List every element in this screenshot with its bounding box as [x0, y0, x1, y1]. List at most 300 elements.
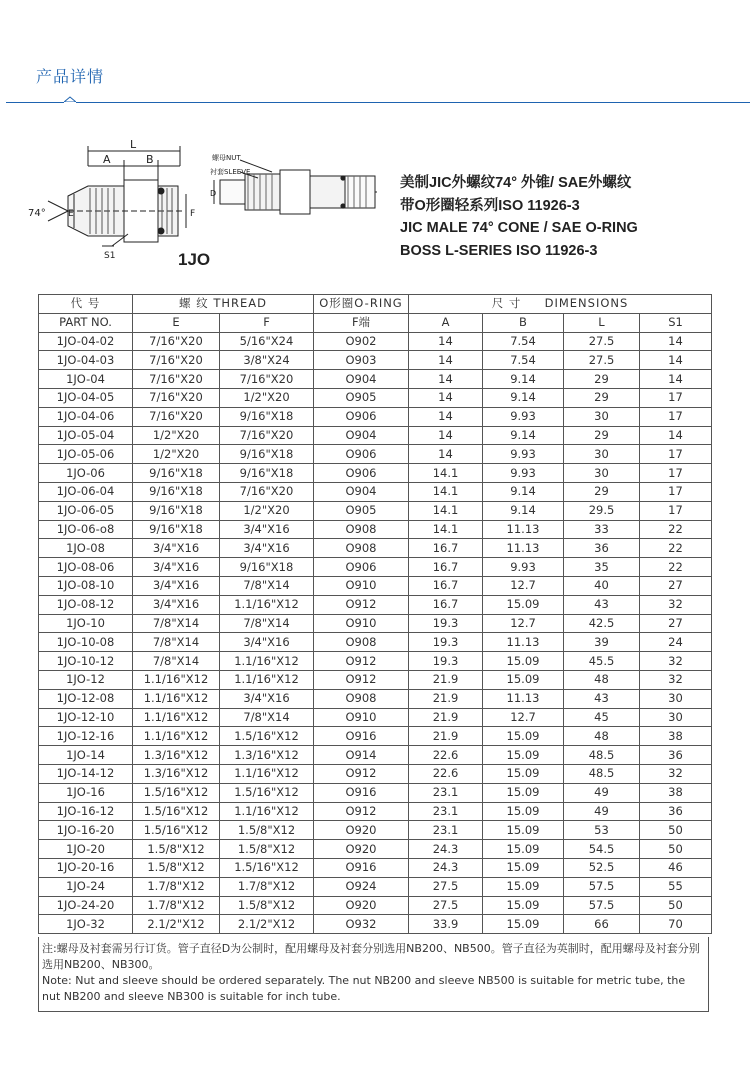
cell-s1: 30 — [640, 689, 712, 708]
dim-d-label: D — [210, 189, 217, 198]
cell-a: 19.3 — [409, 633, 483, 652]
cell-a: 14.1 — [409, 520, 483, 539]
cell-l: 29 — [564, 482, 640, 501]
cell-f: 1.5/8"X12 — [220, 896, 314, 915]
cell-f: 5/16"X24 — [220, 332, 314, 351]
cell-f: 1/2"X20 — [220, 388, 314, 407]
cell-b: 15.09 — [483, 746, 564, 765]
cell-l: 40 — [564, 576, 640, 595]
table-row — [39, 520, 712, 539]
header-e: E — [133, 313, 220, 332]
cell-part-no: 1JO-04-06 — [39, 407, 133, 426]
cell-e: 3/4"X16 — [133, 595, 220, 614]
cell-s1: 32 — [640, 764, 712, 783]
cell-s1: 36 — [640, 802, 712, 821]
table-row — [39, 746, 712, 765]
cell-oring: O908 — [314, 633, 409, 652]
cell-e: 1.1/16"X12 — [133, 727, 220, 746]
cell-s1: 17 — [640, 388, 712, 407]
cell-part-no: 1JO-16-12 — [39, 802, 133, 821]
cell-part-no: 1JO-06-05 — [39, 501, 133, 520]
cell-oring: O905 — [314, 501, 409, 520]
cell-s1: 17 — [640, 445, 712, 464]
cell-e: 1/2"X20 — [133, 445, 220, 464]
cell-b: 12.7 — [483, 614, 564, 633]
table-row — [39, 388, 712, 407]
cell-l: 57.5 — [564, 896, 640, 915]
cell-b: 15.09 — [483, 652, 564, 671]
cell-f: 7/8"X14 — [220, 708, 314, 727]
cell-part-no: 1JO-12 — [39, 670, 133, 689]
note-english: Note: Nut and sleeve should be ordered separately. The nut NB200 and sleeve NB500 is suitable for metric tube, the nut NB200 and sleeve NB300 is suitable for inch tube. — [42, 974, 686, 1003]
spec-table — [38, 294, 712, 934]
cell-b: 9.14 — [483, 482, 564, 501]
cell-f: 1.1/16"X12 — [220, 670, 314, 689]
cell-l: 30 — [564, 464, 640, 483]
cell-s1: 14 — [640, 332, 712, 351]
cell-oring: O906 — [314, 407, 409, 426]
header-a: A — [409, 313, 483, 332]
cell-l: 42.5 — [564, 614, 640, 633]
table-row — [39, 708, 712, 727]
cell-e: 9/16"X18 — [133, 501, 220, 520]
header-f: F — [220, 313, 314, 332]
cell-s1: 22 — [640, 558, 712, 577]
cell-s1: 14 — [640, 370, 712, 389]
cell-oring: O920 — [314, 840, 409, 859]
cell-l: 48 — [564, 670, 640, 689]
cell-s1: 50 — [640, 840, 712, 859]
nut-label: 螺母NUT — [212, 154, 241, 162]
cell-f: 1.1/16"X12 — [220, 802, 314, 821]
cell-e: 7/8"X14 — [133, 633, 220, 652]
cell-l: 52.5 — [564, 858, 640, 877]
cell-b: 15.09 — [483, 727, 564, 746]
cell-oring: O905 — [314, 388, 409, 407]
cell-part-no: 1JO-04-03 — [39, 351, 133, 370]
cell-f: 3/4"X16 — [220, 520, 314, 539]
angle-label: 74° — [28, 208, 46, 219]
cell-oring: O902 — [314, 332, 409, 351]
cell-b: 15.09 — [483, 783, 564, 802]
header-code: 代 号 — [39, 295, 133, 314]
header-oring: O形圈O-RING — [314, 295, 409, 314]
cell-a: 22.6 — [409, 746, 483, 765]
cell-f: 9/16"X18 — [220, 558, 314, 577]
cell-part-no: 1JO-06-o8 — [39, 520, 133, 539]
cell-oring: O904 — [314, 426, 409, 445]
cell-oring: O932 — [314, 915, 409, 934]
cell-e: 1.7/8"X12 — [133, 877, 220, 896]
cell-part-no: 1JO-10 — [39, 614, 133, 633]
cell-f: 1.1/16"X12 — [220, 595, 314, 614]
cell-part-no: 1JO-04 — [39, 370, 133, 389]
cell-part-no: 1JO-12-08 — [39, 689, 133, 708]
cell-b: 15.09 — [483, 896, 564, 915]
cell-a: 19.3 — [409, 614, 483, 633]
cell-oring: O906 — [314, 558, 409, 577]
product-title — [400, 172, 740, 262]
cell-oring: O924 — [314, 877, 409, 896]
cell-e: 1.5/8"X12 — [133, 858, 220, 877]
cell-f: 1.1/16"X12 — [220, 764, 314, 783]
cell-e: 7/16"X20 — [133, 370, 220, 389]
cell-oring: O908 — [314, 689, 409, 708]
cell-f: 1.3/16"X12 — [220, 746, 314, 765]
cell-oring: O912 — [314, 652, 409, 671]
cell-a: 14.1 — [409, 464, 483, 483]
header-part-no: PART NO. — [39, 313, 133, 332]
sleeve-label: 衬套SLEEVE — [210, 168, 251, 176]
cell-l: 54.5 — [564, 840, 640, 859]
cell-a: 14.1 — [409, 501, 483, 520]
cell-s1: 17 — [640, 464, 712, 483]
cell-b: 11.13 — [483, 539, 564, 558]
cell-s1: 17 — [640, 482, 712, 501]
cell-e: 2.1/2"X12 — [133, 915, 220, 934]
cell-l: 36 — [564, 539, 640, 558]
cell-l: 27.5 — [564, 332, 640, 351]
cell-s1: 22 — [640, 520, 712, 539]
cell-b: 15.09 — [483, 670, 564, 689]
cell-part-no: 1JO-08-10 — [39, 576, 133, 595]
cell-s1: 32 — [640, 595, 712, 614]
cell-s1: 38 — [640, 727, 712, 746]
table-header-row-1 — [39, 295, 712, 314]
cell-l: 53 — [564, 821, 640, 840]
cell-a: 14 — [409, 426, 483, 445]
cell-e: 1.5/8"X12 — [133, 840, 220, 859]
header-divider — [6, 102, 750, 103]
cell-s1: 17 — [640, 501, 712, 520]
cell-e: 1.7/8"X12 — [133, 896, 220, 915]
dim-l-label: L — [130, 138, 137, 151]
cell-f: 1.7/8"X12 — [220, 877, 314, 896]
cell-part-no: 1JO-04-02 — [39, 332, 133, 351]
table-row — [39, 501, 712, 520]
cell-s1: 50 — [640, 896, 712, 915]
table-row — [39, 896, 712, 915]
cell-e: 1.1/16"X12 — [133, 670, 220, 689]
table-row — [39, 633, 712, 652]
cell-oring: O912 — [314, 595, 409, 614]
cell-s1: 50 — [640, 821, 712, 840]
cell-s1: 46 — [640, 858, 712, 877]
cell-a: 21.9 — [409, 670, 483, 689]
table-row — [39, 821, 712, 840]
cell-oring: O904 — [314, 482, 409, 501]
cell-e: 1.5/16"X12 — [133, 783, 220, 802]
table-row — [39, 426, 712, 445]
cell-f: 3/4"X16 — [220, 689, 314, 708]
cell-oring: O906 — [314, 445, 409, 464]
cell-oring: O906 — [314, 464, 409, 483]
cell-oring: O910 — [314, 708, 409, 727]
cell-f: 7/16"X20 — [220, 482, 314, 501]
cell-a: 14 — [409, 407, 483, 426]
cell-b: 9.14 — [483, 501, 564, 520]
table-row — [39, 370, 712, 389]
cell-oring: O908 — [314, 539, 409, 558]
cell-a: 22.6 — [409, 764, 483, 783]
cell-f: 3/4"X16 — [220, 633, 314, 652]
cell-part-no: 1JO-06 — [39, 464, 133, 483]
dim-a-label: A — [103, 153, 111, 166]
cell-a: 14 — [409, 332, 483, 351]
cell-b: 7.54 — [483, 351, 564, 370]
cell-a: 16.7 — [409, 539, 483, 558]
cell-s1: 24 — [640, 633, 712, 652]
cell-b: 11.13 — [483, 520, 564, 539]
cell-b: 15.09 — [483, 858, 564, 877]
cell-l: 43 — [564, 689, 640, 708]
cell-a: 33.9 — [409, 915, 483, 934]
cell-l: 39 — [564, 633, 640, 652]
cell-part-no: 1JO-10-08 — [39, 633, 133, 652]
cell-b: 9.93 — [483, 445, 564, 464]
cell-l: 27.5 — [564, 351, 640, 370]
dim-b-label: B — [146, 153, 154, 166]
table-row — [39, 858, 712, 877]
cell-part-no: 1JO-05-04 — [39, 426, 133, 445]
cell-oring: O916 — [314, 783, 409, 802]
cell-e: 1.5/16"X12 — [133, 802, 220, 821]
cell-e: 1/2"X20 — [133, 426, 220, 445]
page-title: 产品详情 — [36, 67, 105, 86]
table-header-row-2 — [39, 313, 712, 332]
cell-part-no: 1JO-08-12 — [39, 595, 133, 614]
cell-b: 9.14 — [483, 370, 564, 389]
cell-f: 7/16"X20 — [220, 370, 314, 389]
cell-a: 16.7 — [409, 558, 483, 577]
table-row — [39, 351, 712, 370]
title-line-cn-2: 带O形圈轻系列ISO 11926-3 — [400, 197, 580, 214]
cell-b: 9.14 — [483, 388, 564, 407]
cell-b: 9.93 — [483, 558, 564, 577]
table-body — [39, 332, 712, 934]
cell-s1: 32 — [640, 670, 712, 689]
cell-a: 21.9 — [409, 689, 483, 708]
cell-s1: 14 — [640, 351, 712, 370]
table-row — [39, 332, 712, 351]
cell-b: 9.93 — [483, 407, 564, 426]
cell-oring: O912 — [314, 802, 409, 821]
cell-part-no: 1JO-24 — [39, 877, 133, 896]
table-row — [39, 652, 712, 671]
cell-s1: 22 — [640, 539, 712, 558]
cell-e: 7/8"X14 — [133, 614, 220, 633]
cell-oring: O914 — [314, 746, 409, 765]
model-label: 1JO — [178, 250, 211, 269]
cell-f: 9/16"X18 — [220, 445, 314, 464]
cell-s1: 17 — [640, 407, 712, 426]
cell-f: 7/8"X14 — [220, 576, 314, 595]
cell-l: 29 — [564, 388, 640, 407]
cell-l: 33 — [564, 520, 640, 539]
cell-part-no: 1JO-12-10 — [39, 708, 133, 727]
title-line-en-2: BOSS L-SERIES ISO 11926-3 — [400, 242, 598, 259]
table-row — [39, 539, 712, 558]
cell-oring: O912 — [314, 670, 409, 689]
cell-oring: O920 — [314, 896, 409, 915]
cell-a: 23.1 — [409, 802, 483, 821]
cell-l: 48.5 — [564, 764, 640, 783]
cell-a: 21.9 — [409, 727, 483, 746]
cell-f: 7/16"X20 — [220, 426, 314, 445]
cell-b: 15.09 — [483, 595, 564, 614]
cell-s1: 32 — [640, 652, 712, 671]
cell-b: 12.7 — [483, 576, 564, 595]
title-line-en-1: JIC MALE 74° CONE / SAE O-RING — [400, 220, 638, 236]
cell-a: 24.3 — [409, 858, 483, 877]
cell-e: 1.3/16"X12 — [133, 746, 220, 765]
cell-part-no: 1JO-16 — [39, 783, 133, 802]
cell-l: 35 — [564, 558, 640, 577]
cell-oring: O908 — [314, 520, 409, 539]
cell-b: 15.09 — [483, 840, 564, 859]
cell-a: 14 — [409, 388, 483, 407]
cell-part-no: 1JO-32 — [39, 915, 133, 934]
cell-e: 3/4"X16 — [133, 558, 220, 577]
cell-f: 7/8"X14 — [220, 614, 314, 633]
cell-f: 3/8"X24 — [220, 351, 314, 370]
cell-e: 7/16"X20 — [133, 351, 220, 370]
cell-part-no: 1JO-10-12 — [39, 652, 133, 671]
header-s1: S1 — [640, 313, 712, 332]
cell-a: 23.1 — [409, 821, 483, 840]
cell-e: 1.1/16"X12 — [133, 689, 220, 708]
table-row — [39, 727, 712, 746]
header-dimensions: 尺 寸 DIMENSIONS — [409, 295, 712, 314]
cell-s1: 14 — [640, 426, 712, 445]
cell-l: 48 — [564, 727, 640, 746]
cell-f: 1/2"X20 — [220, 501, 314, 520]
header-thread: 螺 纹 THREAD — [133, 295, 314, 314]
assembly-drawing — [210, 152, 390, 247]
dim-s1-label: S1 — [104, 251, 116, 261]
cell-part-no: 1JO-05-06 — [39, 445, 133, 464]
cell-b: 15.09 — [483, 802, 564, 821]
cell-part-no: 1JO-08-06 — [39, 558, 133, 577]
cell-l: 48.5 — [564, 746, 640, 765]
dim-f-label: F — [190, 209, 196, 219]
cell-l: 57.5 — [564, 877, 640, 896]
cell-f: 9/16"X18 — [220, 407, 314, 426]
cell-e: 7/16"X20 — [133, 332, 220, 351]
cell-b: 15.09 — [483, 915, 564, 934]
cell-part-no: 1JO-06-04 — [39, 482, 133, 501]
cell-e: 9/16"X18 — [133, 464, 220, 483]
table-row — [39, 783, 712, 802]
cell-e: 9/16"X18 — [133, 482, 220, 501]
header-caret-icon — [64, 96, 76, 104]
cell-e: 3/4"X16 — [133, 576, 220, 595]
cell-b: 15.09 — [483, 877, 564, 896]
cell-e: 7/16"X20 — [133, 388, 220, 407]
title-line-cn-1: 美制JIC外螺纹74° 外锥/ SAE外螺纹 — [400, 175, 632, 191]
header-l: L — [564, 313, 640, 332]
cell-oring: O903 — [314, 351, 409, 370]
cell-l: 30 — [564, 407, 640, 426]
cell-f: 1.5/16"X12 — [220, 858, 314, 877]
cell-part-no: 1JO-14 — [39, 746, 133, 765]
cell-b: 11.13 — [483, 633, 564, 652]
cell-a: 14 — [409, 351, 483, 370]
cell-s1: 55 — [640, 877, 712, 896]
cell-part-no: 1JO-20-16 — [39, 858, 133, 877]
cell-part-no: 1JO-24-20 — [39, 896, 133, 915]
cell-oring: O904 — [314, 370, 409, 389]
cell-l: 29 — [564, 370, 640, 389]
cell-l: 29.5 — [564, 501, 640, 520]
cell-a: 14 — [409, 445, 483, 464]
cell-l: 45.5 — [564, 652, 640, 671]
header-f-end: F端 — [314, 313, 409, 332]
table-row — [39, 764, 712, 783]
cell-e: 1.5/16"X12 — [133, 821, 220, 840]
cell-a: 16.7 — [409, 576, 483, 595]
cell-s1: 27 — [640, 614, 712, 633]
cell-a: 14.1 — [409, 482, 483, 501]
cell-f: 3/4"X16 — [220, 539, 314, 558]
cell-oring: O916 — [314, 727, 409, 746]
cell-f: 1.1/16"X12 — [220, 652, 314, 671]
cell-e: 1.3/16"X12 — [133, 764, 220, 783]
cell-e: 9/16"X18 — [133, 520, 220, 539]
cell-l: 49 — [564, 783, 640, 802]
cell-b: 15.09 — [483, 764, 564, 783]
cell-s1: 27 — [640, 576, 712, 595]
cell-f: 1.5/16"X12 — [220, 783, 314, 802]
cell-a: 19.3 — [409, 652, 483, 671]
cell-a: 27.5 — [409, 877, 483, 896]
cell-f: 1.5/16"X12 — [220, 727, 314, 746]
table-row — [39, 915, 712, 934]
table-row — [39, 877, 712, 896]
cell-f: 1.5/8"X12 — [220, 821, 314, 840]
cell-a: 16.7 — [409, 595, 483, 614]
cell-s1: 38 — [640, 783, 712, 802]
cell-s1: 30 — [640, 708, 712, 727]
cell-s1: 36 — [640, 746, 712, 765]
table-row — [39, 482, 712, 501]
table-row — [39, 464, 712, 483]
cell-s1: 70 — [640, 915, 712, 934]
table-row — [39, 445, 712, 464]
cell-a: 27.5 — [409, 896, 483, 915]
cell-oring: O910 — [314, 576, 409, 595]
cell-part-no: 1JO-14-12 — [39, 764, 133, 783]
cell-f: 2.1/2"X12 — [220, 915, 314, 934]
cell-oring: O910 — [314, 614, 409, 633]
cell-e: 7/16"X20 — [133, 407, 220, 426]
cell-a: 23.1 — [409, 783, 483, 802]
note-box — [38, 937, 709, 1012]
cell-b: 12.7 — [483, 708, 564, 727]
cell-a: 14 — [409, 370, 483, 389]
dim-e-label: E — [68, 209, 74, 219]
table-row — [39, 802, 712, 821]
table-row — [39, 670, 712, 689]
cell-b: 9.14 — [483, 426, 564, 445]
cell-l: 66 — [564, 915, 640, 934]
note-chinese: 注:螺母及衬套需另行订货。管子直径D为公制时，配用螺母及衬套分别选用NB200、NB500。管子直径为英制时，配用螺母及衬套分别选用NB200、NB300。 — [42, 942, 700, 971]
cell-f: 1.5/8"X12 — [220, 840, 314, 859]
cell-l: 29 — [564, 426, 640, 445]
table-row — [39, 689, 712, 708]
table-row — [39, 558, 712, 577]
cell-b: 7.54 — [483, 332, 564, 351]
